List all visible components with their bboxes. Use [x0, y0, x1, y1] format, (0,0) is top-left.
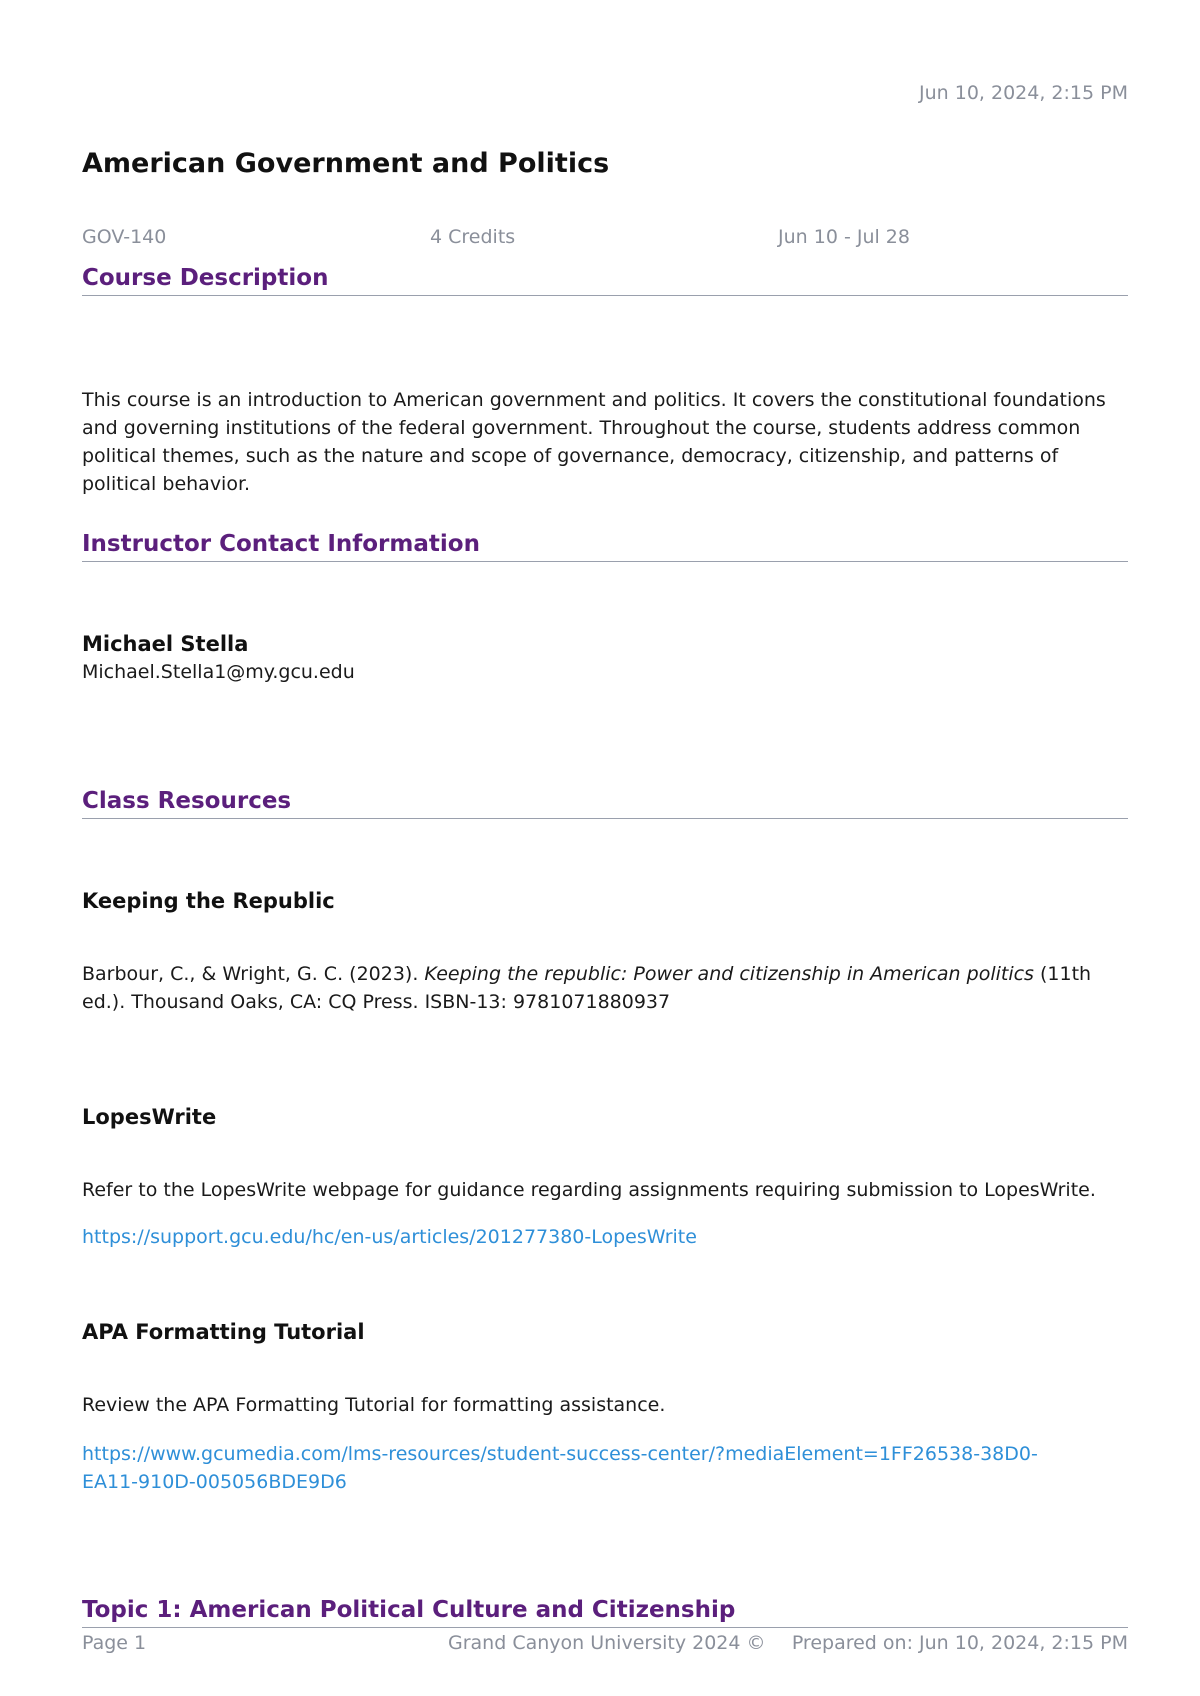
course-credits: 4 Credits [430, 226, 516, 248]
course-dates: Jun 10 - Jul 28 [778, 226, 910, 248]
instructor-email[interactable]: Michael.Stella1@my.gcu.edu [82, 661, 355, 683]
print-timestamp: Jun 10, 2024, 2:15 PM [919, 82, 1128, 104]
course-description-text: This course is an introduction to American government and politics. It covers the constitutional foundations and governing institutions of the federal government. Throughout the course, students address common political themes, such as the nature and scope of governance, democracy, citizenship, and patterns of political behavior. [82, 389, 1106, 495]
course-code: GOV-140 [82, 226, 167, 248]
resource-text-lopeswrite: Refer to the LopesWrite webpage for guidance regarding assignments requiring submission to LopesWrite. [82, 1179, 1096, 1201]
resource-title-lopeswrite: LopesWrite [82, 1105, 217, 1129]
resource-title-keeping-republic: Keeping the Republic [82, 889, 335, 913]
course-description-heading: Course Description [82, 265, 1128, 296]
instructor-heading: Instructor Contact Information [82, 531, 1128, 562]
prepared-on: Prepared on: Jun 10, 2024, 2:15 PM [791, 1632, 1128, 1654]
apa-tutorial-link[interactable]: https://www.gcumedia.com/lms-resources/student-success-center/?mediaElement=1FF26538-38D0-EA11-910D-005056BDE9D6 [82, 1443, 1038, 1493]
lopeswrite-link[interactable]: https://support.gcu.edu/hc/en-us/articles/201277380-LopesWrite [82, 1226, 697, 1248]
resource-citation-keeping-republic [82, 960, 1128, 1016]
syllabus-page [82, 0, 1128, 1696]
citation-book-title: Keeping the republic: Power and citizenship in American politics [424, 963, 1034, 985]
resource-title-apa-tutorial: APA Formatting Tutorial [82, 1320, 365, 1344]
citation-publisher: (11th ed.). Thousand Oaks, CA: CQ Press. ISBN-13: 9781071880937 [82, 963, 1092, 1013]
topic-1-heading: Topic 1: American Political Culture and Citizenship [82, 1597, 1128, 1628]
instructor-name: Michael Stella [82, 632, 249, 656]
resource-text-apa-tutorial: Review the APA Formatting Tutorial for formatting assistance. [82, 1394, 666, 1416]
citation-authors: Barbour, C., & Wright, G. C. (2023). [82, 963, 425, 985]
course-title: American Government and Politics [82, 148, 610, 179]
copyright-notice: Grand Canyon University 2024 © [448, 1632, 766, 1654]
page-number: Page 1 [82, 1632, 147, 1654]
class-resources-heading: Class Resources [82, 788, 1128, 819]
